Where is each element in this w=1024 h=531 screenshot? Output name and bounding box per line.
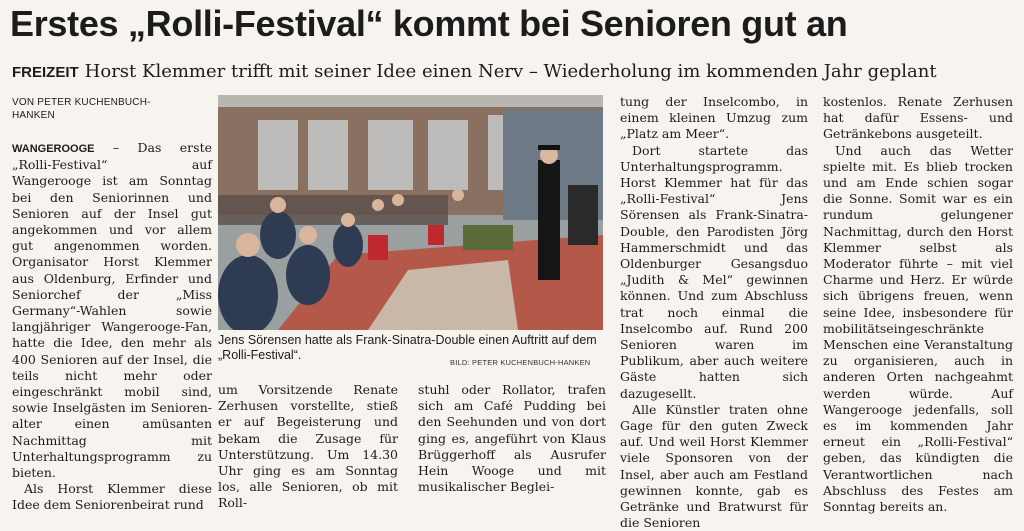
article-column-3 (418, 382, 606, 495)
column-3-text: stuhl oder Rollator, trafen sich am Café Pudding bei den Seehunden und von dort ging es, angeführt von Klaus Brüggerhoff als Ausrufer Hein Wooge und mit musikalischer Beglei- (418, 382, 606, 495)
article-column-1 (12, 140, 212, 513)
article-headline: Erstes „Rolli-Festival“ kommt bei Senioren gut an (10, 3, 848, 44)
dateline: WANGEROOGE (12, 143, 95, 155)
article-photo (218, 95, 603, 330)
column-5-paragraph-2: Und auch das Wetter spielte mit. Es blieb trocken und am Ende schien sogar die Sonne. Somit war es ein rundum gelungener Nachmittag, durch den Horst Klemmer selbst als Moderator führte – mit viel Charme und Herz. Er würde sich übrigens freuen, wenn seine Idee, insbesondere für mobilitätseingeschränkte Menschen eine Veranstaltung zu organisieren, auch in anderen Orten nachgeahmt werden würde. Auf Wangerooge jedenfalls, soll es im kommenden Jahr erneut ein „Rolli-Festival“ geben, das kündigten die Verantwortlichen nach Abschluss des Festes am Sonntag bereits an. (823, 142, 1013, 515)
section-kicker: FREIZEIT (12, 64, 79, 81)
photo-credit: BILD: PETER KUCHENBUCH-HANKEN (450, 358, 591, 367)
column-2-text: um Vorsitzende Renate Zerhusen vorstellte, stieß er auf Begeisterung und bekam die Zusage für Unterstützung. Um 14.30 Uhr ging es am Sonntag los, alle Senioren, ob mit Roll- (218, 382, 398, 511)
article-column-4 (620, 94, 808, 531)
column-4-paragraph-3: Alle Künstler traten ohne Gage für den guten Zweck auf. Und weil Horst Klemmer viele Sponsoren von der Insel, aber auch am Festland gewinnen konnte, gab es Getränke und Bratwurst für die Senioren (620, 401, 808, 531)
photo-caption: Jens Sörensen hatte als Frank-Sinatra-Double einen Auftritt auf dem „Rolli-Festival“. (218, 333, 597, 362)
column-1-paragraph-2: Als Horst Klemmer diese Idee dem Seniorenbeirat rund (12, 481, 212, 513)
column-4-paragraph-1: tung der Inselcombo, in einem kleinen Umzug zum „Platz am Meer“. (620, 94, 808, 142)
byline (12, 96, 212, 122)
festival-photo-illustration (218, 95, 603, 330)
column-5-paragraph-1: kostenlos. Renate Zerhusen hat dafür Essens- und Getränkebons ausgeteilt. (823, 94, 1013, 142)
byline-line-2: HANKEN (12, 110, 55, 121)
article-column-2 (218, 382, 398, 512)
column-1-lead: – Das erste „Rolli-Festival“ auf Wangerooge ist am Sonntag bei den Seniorinnen und Senioren auf der Insel gut angekommen und vor allem gut angenommen worden. Organisator Horst Klemmer aus Oldenburg, Erfinder und Seniorchef der „Miss Germany“-Wahlen sowie langjähriger Wangerooge-Fan, hatte die Idee, den mehr als 400 Senioren auf der Insel, die teils nicht mehr oder eingeschränkt mobil sind, sowie Inselgästen im Seniorenalter einen amüsanten Nachmittag mit Unterhaltungsprogramm zu bieten. (12, 140, 212, 481)
column-4-paragraph-2: Dort startete das Unterhaltungsprogramm. Horst Klemmer hat für das „Rolli-Festival“ Jens Sörensen als Frank-Sinatra-Double, den Parodisten Jörg Hammerschmidt und das Oldenburger Gesangsduo „Judith & Mel“ gewinnen können. Und zum Abschluss trat noch einmal die Inselcombo auf. Rund 200 Senioren waren im Publikum, aber auch weitere Gäste hatten sich dazugesellt. (620, 142, 808, 401)
article-subheadline (12, 60, 1012, 85)
article-column-5 (823, 94, 1013, 515)
subheadline-text: Horst Klemmer trifft mit seiner Idee einen Nerv – Wiederholung im kommenden Jahr geplant (84, 61, 937, 82)
byline-line-1: VON PETER KUCHENBUCH- (12, 97, 151, 108)
